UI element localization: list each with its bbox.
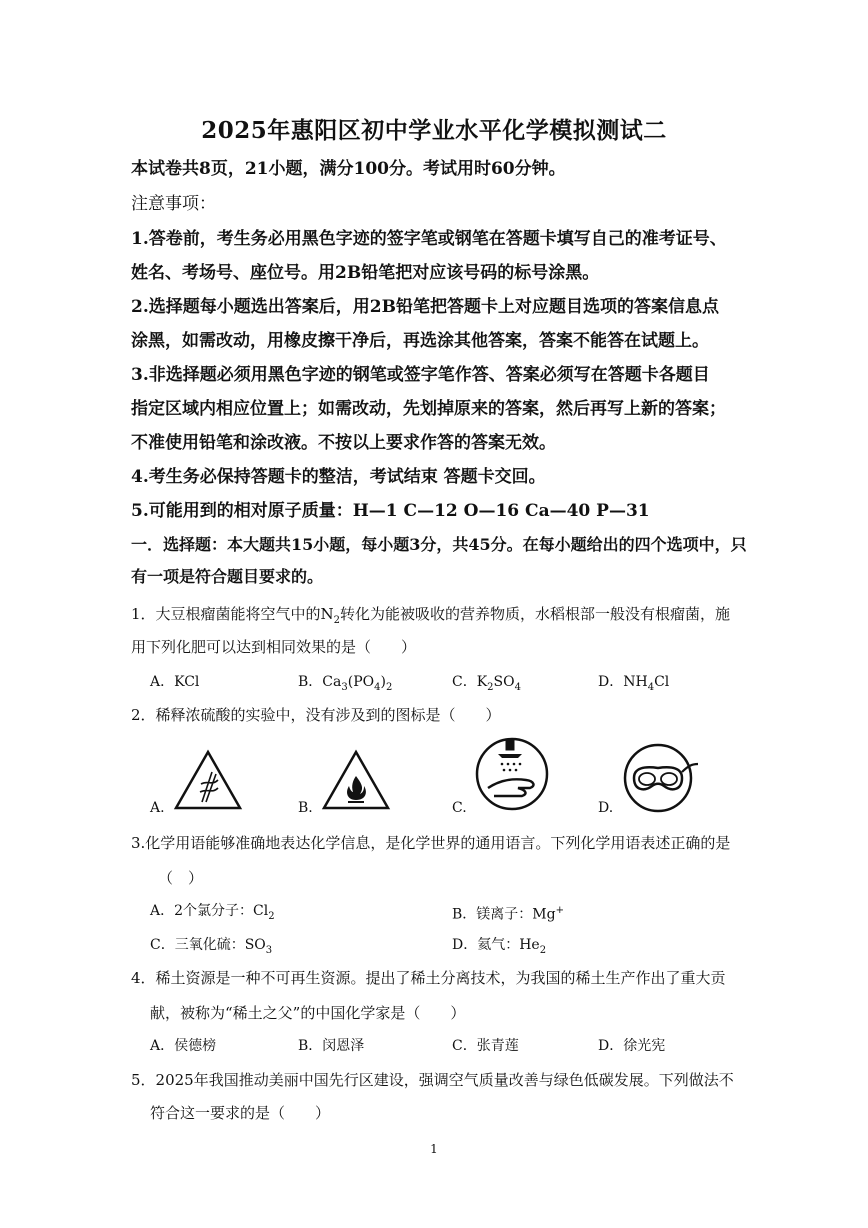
flame-hazard-icon — [320, 748, 392, 812]
note-line: 4.考生务必保持答题卡的整洁，考试结束 答题卡交回。 — [131, 467, 546, 487]
q5-stem: 符合这一要求的是（ ） — [150, 1104, 331, 1122]
q5-stem: 5．2025年我国推动美丽中国先行区建设，强调空气质量改善与绿色低碳发展。下列做法不 — [131, 1071, 734, 1089]
q4-stem: 献，被称为“稀土之父”的中国化学家是（ ） — [150, 1004, 466, 1022]
page-title: 2025年惠阳区初中学业水平化学模拟测试二 — [201, 117, 667, 144]
q1-stem: 用下列化肥可以达到相同效果的是（ ） — [131, 638, 417, 656]
note-line: 3.非选择题必须用黑色字迹的钢笔或签字笔作答、答案必须写在答题卡各题目 — [131, 365, 710, 385]
note-line: 5.可能用到的相对原子质量：H—1 C—12 O—16 Ca—40 P—31 — [131, 501, 650, 521]
q4-option-a: A．侯德榜 — [150, 1038, 217, 1054]
q4-option-c: C．张青莲 — [452, 1038, 519, 1054]
note-line: 2.选择题每小题选出答案后，用2B铅笔把答题卡上对应题目选项的答案信息点 — [131, 297, 719, 317]
q2-option-b: B. — [298, 800, 313, 816]
q3-stem: （ ） — [158, 869, 204, 887]
note-line: 涂黑，如需改动，用橡皮擦干净后，再选涂其他答案，答案不能答在试题上。 — [131, 331, 709, 351]
q4-option-d: D．徐光宪 — [598, 1038, 666, 1054]
exam-intro: 本试卷共8页，21小题，满分100分。考试用时60分钟。 — [131, 159, 566, 179]
q1-stem: 1．大豆根瘤菌能将空气中的$N_2$转化为能被吸收的营养物质，水稻根部一般没有根瘤菌，施 — [131, 605, 731, 626]
safety-goggles-icon — [620, 738, 700, 814]
q3-option-c: C．三氧化硫：$SO_3$ — [150, 937, 273, 956]
note-line: 指定区域内相应位置上；如需改动，先划掉原来的答案，然后再写上新的答案； — [131, 399, 726, 419]
q2-option-c: C. — [452, 800, 467, 816]
page-number: 1 — [430, 1142, 438, 1156]
q1-option-d: D．$NH_4Cl$ — [598, 674, 670, 693]
q2-option-a: A. — [150, 800, 165, 816]
note-line: 不准使用铅笔和涂改液。不按以上要求作答的答案无效。 — [131, 433, 556, 453]
section-heading: 一．选择题：本大题共15小题，每小题3分，共45分。在每小题给出的四个选项中，只 — [131, 535, 747, 554]
note-line: 1.答卷前，考生务必用黑色字迹的签字笔或钢笔在答题卡填写自己的准考证号、 — [131, 229, 727, 249]
notice-heading: 注意事项： — [131, 194, 216, 214]
q4-option-b: B．闵恩泽 — [298, 1038, 365, 1054]
q3-option-a: A．2个氯分子：$Cl_2$ — [150, 903, 275, 922]
wash-hands-icon — [474, 736, 550, 812]
q3-option-d: D．氦气：$He_2$ — [452, 937, 547, 956]
q2-stem: 2．稀释浓硫酸的实验中，没有涉及到的图标是（ ） — [131, 706, 501, 724]
q1-option-b: B．$Ca_3(PO_4)_2$ — [298, 674, 393, 693]
q2-option-d: D. — [598, 800, 614, 816]
q4-stem: 4．稀土资源是一种不可再生资源。提出了稀土分离技术，为我国的稀土生产作出了重大贡 — [131, 969, 726, 987]
q1-option-c: C．$K_2SO_4$ — [452, 674, 521, 693]
note-line: 姓名、考场号、座位号。用2B铅笔把对应该号码的标号涂黑。 — [131, 263, 600, 283]
q3-stem: 3.化学用语能够准确地表达化学信息，是化学世界的通用语言。下列化学用语表述正确的是 — [131, 834, 731, 852]
section-heading: 有一项是符合题目要求的。 — [131, 567, 324, 586]
q1-option-a: A．KCl — [150, 674, 200, 690]
hot-surface-hazard-icon — [172, 748, 244, 812]
q3-option-b: B．镁离子：Mg+ — [452, 905, 564, 923]
